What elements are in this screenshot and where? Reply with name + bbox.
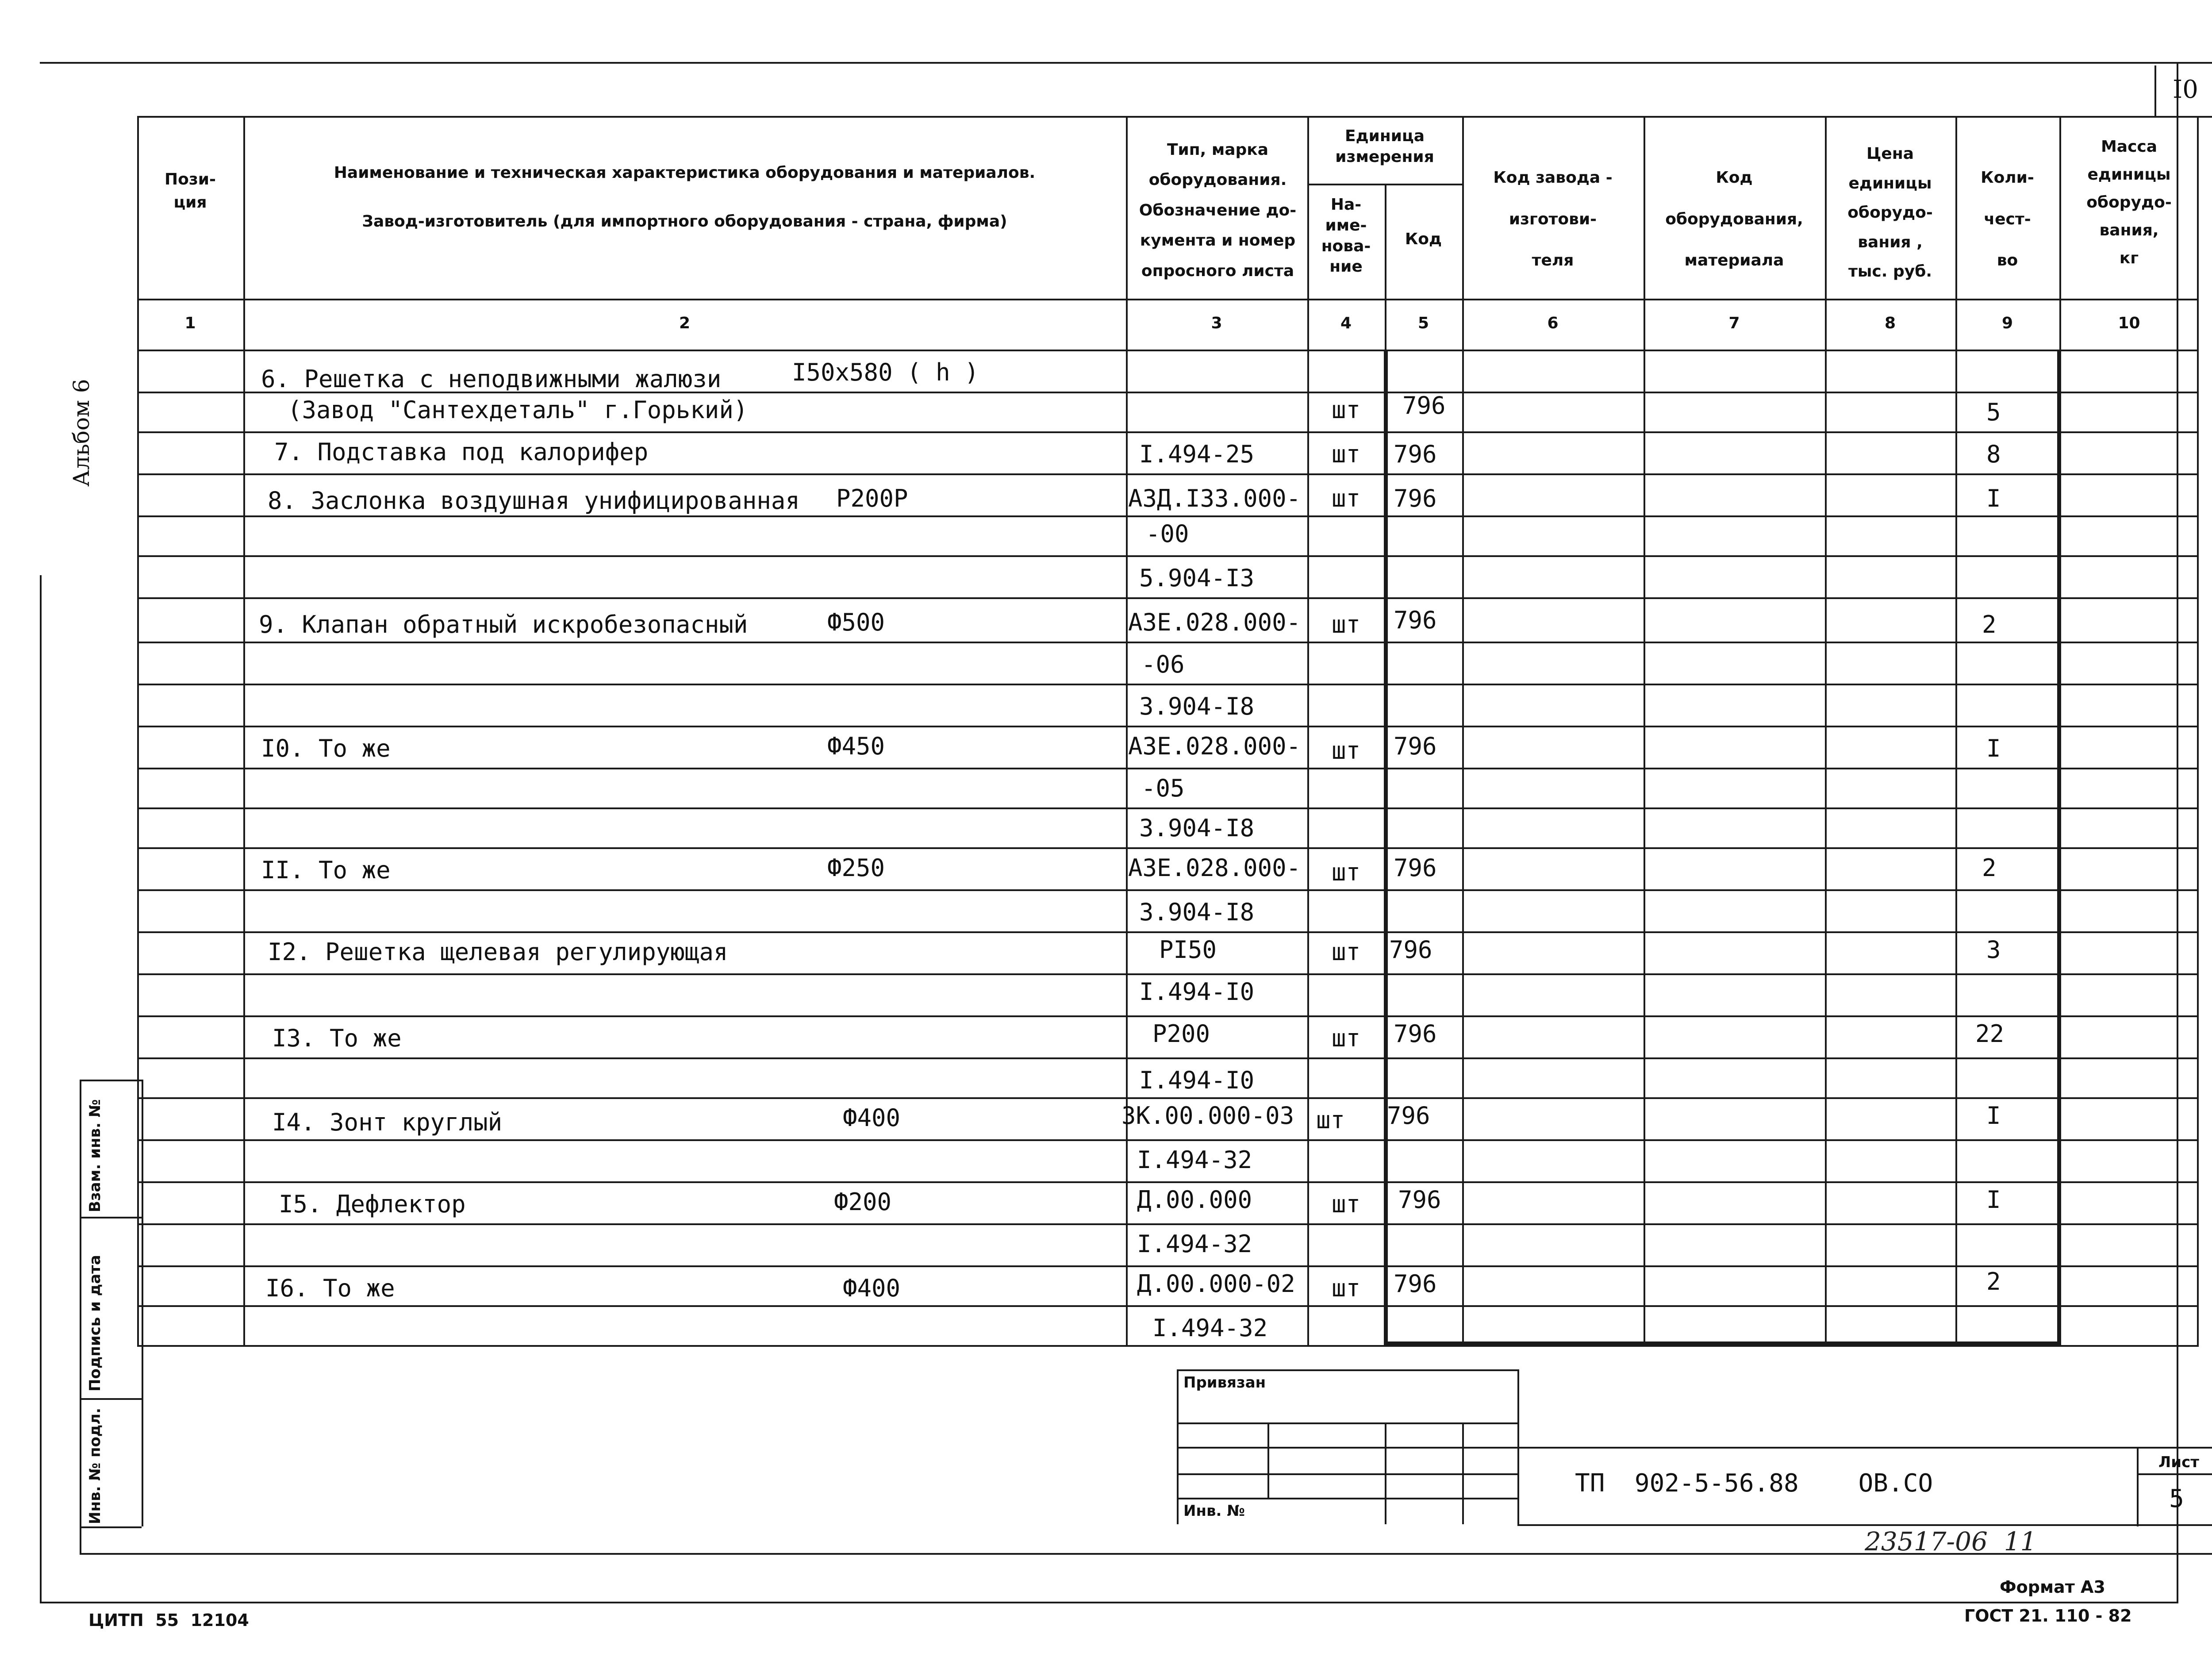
row-unit: шт <box>1332 1024 1361 1052</box>
row-param: Ф400 <box>843 1274 901 1302</box>
row-qty: 3 <box>1986 936 2001 964</box>
row-code: 796 <box>1394 732 1437 760</box>
list-number: 5 <box>2169 1484 2184 1513</box>
col-number: 6 <box>1547 314 1559 332</box>
header-name-line2: Завод-изготовитель (для импортного оборудования - страна, фирма) <box>362 212 1007 231</box>
row-qty: 2 <box>1982 611 1997 638</box>
row-name: 9. Клапан обратный искробезопасный <box>259 611 748 638</box>
row-qty: 5 <box>1986 398 2001 426</box>
col-number: 5 <box>1417 314 1429 332</box>
row-param: I50x580 ( h ) <box>792 358 979 386</box>
row-unit: шт <box>1332 1274 1361 1302</box>
row-name: 6. Решетка с неподвижными жалюзи <box>261 365 722 393</box>
row-param: Ф200 <box>834 1188 892 1216</box>
row-code: 796 <box>1394 854 1437 882</box>
row-param: Ф500 <box>827 608 885 636</box>
row-name: I0. То же <box>261 734 391 762</box>
row-unit: шт <box>1332 396 1361 424</box>
row-type: I.494-32 <box>1152 1314 1268 1342</box>
col-number: 9 <box>2001 314 2013 332</box>
row-type: ЗК.00.000-03 <box>1121 1102 1294 1130</box>
row-unit: шт <box>1332 611 1361 638</box>
row-unit: шт <box>1332 858 1361 886</box>
row-unit: шт <box>1332 440 1361 468</box>
album-label: Альбом 6 <box>69 379 94 487</box>
side-label-inv-podl: Инв. № подл. <box>86 1407 104 1524</box>
sheet-corner-number: I0 <box>2173 75 2198 104</box>
row-name: 7. Подставка под калорифер <box>274 438 649 466</box>
row-qty: 22 <box>1975 1020 2005 1048</box>
list-label: Лист <box>2158 1453 2199 1471</box>
footer-gost: ГОСТ 21. 110 - 82 <box>1964 1606 2132 1626</box>
row-qty: I <box>1986 1102 2001 1130</box>
row-type: I.494-25 <box>1139 440 1255 468</box>
row-type: I.494-I0 <box>1139 978 1255 1006</box>
row-param: Ф450 <box>827 732 885 760</box>
stamp-inv-no: Инв. № <box>1183 1502 1245 1520</box>
row-type: Д.00.000 <box>1137 1186 1252 1214</box>
col-number: 4 <box>1340 314 1352 332</box>
row-unit: шт <box>1332 938 1361 966</box>
row-unit: шт <box>1332 484 1361 512</box>
row-code: 796 <box>1394 484 1437 512</box>
header-maker-code: Код завода - изготови- теля <box>1493 169 1613 270</box>
row-type: АЗЕ.028.000- <box>1128 608 1301 636</box>
row-param: Ф400 <box>843 1104 901 1132</box>
row-param: Р200Р <box>836 484 908 512</box>
col-number: 1 <box>184 314 196 332</box>
row-code: 796 <box>1394 1270 1437 1298</box>
footer-left-code: ЦИТП 55 12104 <box>88 1611 249 1630</box>
header-price: Цена единицы оборудо- вания , тыс. руб. <box>1847 145 1933 281</box>
row-code: 796 <box>1394 606 1437 634</box>
header-unit-code: Код <box>1405 230 1442 248</box>
row-name: I5. Дефлектор <box>279 1190 466 1218</box>
row-qty: 2 <box>1986 1268 2001 1295</box>
row-type: -00 <box>1146 520 1189 548</box>
header-mass: Масса единицы оборудо- вания, кг <box>2086 138 2172 267</box>
row-code: 796 <box>1387 1102 1430 1130</box>
header-quantity: Коли- чест- во <box>1981 169 2034 270</box>
col-number: 7 <box>1728 314 1740 332</box>
handwritten-number: 23517-06 11 <box>1865 1526 2037 1557</box>
row-type: -05 <box>1141 774 1185 802</box>
row-param: Ф250 <box>827 854 885 882</box>
row-type: 3.904-I8 <box>1139 898 1255 926</box>
row-qty: I <box>1986 1186 2001 1214</box>
side-label-podpis: Подпись и дата <box>86 1255 104 1391</box>
row-qty: 8 <box>1986 440 2001 468</box>
row-type: АЗД.I33.000- <box>1128 484 1301 512</box>
header-equipment-code: Код оборудования, материала <box>1665 169 1803 270</box>
row-name: I6. То же <box>265 1274 395 1302</box>
row-name: 8. Заслонка воздушная унифицированная <box>268 487 800 515</box>
row-unit: шт <box>1332 737 1361 765</box>
row-type: -06 <box>1141 650 1185 678</box>
row-type: 3.904-I8 <box>1139 692 1255 720</box>
col-number: 2 <box>679 314 691 332</box>
header-name-line1: Наименование и техническая характеристика оборудования и материалов. <box>334 164 1036 182</box>
row-qty: I <box>1986 484 2001 512</box>
row-name: I3. То же <box>272 1024 402 1052</box>
row-qty: 2 <box>1982 854 1997 882</box>
col-number: 3 <box>1211 314 1222 332</box>
row-code: 796 <box>1389 936 1432 964</box>
row-name: I2. Решетка щелевая регулирующая <box>268 938 728 966</box>
row-type: АЗЕ.028.000- <box>1128 854 1301 882</box>
row-type: Р200 <box>1152 1020 1210 1048</box>
row-type: Д.00.000-02 <box>1137 1270 1295 1298</box>
row-name: II. То же <box>261 856 391 884</box>
row-type: I.494-I0 <box>1139 1066 1255 1094</box>
row-type: I.494-32 <box>1137 1230 1252 1258</box>
row-code: 796 <box>1398 1186 1441 1214</box>
header-unit-name: На- име- нова- ние <box>1321 196 1371 276</box>
header-unit-group: Единица измерения <box>1335 127 1434 166</box>
row-unit: шт <box>1316 1106 1345 1134</box>
col-number: 8 <box>1884 314 1896 332</box>
row-code: 796 <box>1402 392 1446 419</box>
row-type: РI50 <box>1159 936 1217 964</box>
row-name: (Завод "Сантехдеталь" г.Горький) <box>288 396 748 424</box>
stamp-privyazan: Привязан <box>1183 1374 1266 1391</box>
col-number: 10 <box>2118 314 2140 332</box>
row-code: 796 <box>1394 1020 1437 1048</box>
row-type: 3.904-I8 <box>1139 814 1255 842</box>
row-type: АЗЕ.028.000- <box>1128 732 1301 760</box>
row-type: I.494-32 <box>1137 1146 1252 1174</box>
row-name: I4. Зонт круглый <box>272 1108 503 1136</box>
row-qty: I <box>1986 734 2001 762</box>
header-position: Пози- ция <box>165 170 216 212</box>
row-unit: шт <box>1332 1190 1361 1218</box>
row-type: 5.904-I3 <box>1139 564 1255 592</box>
row-code: 796 <box>1394 440 1437 468</box>
footer-format: Формат А3 <box>2000 1577 2105 1597</box>
side-label-vzam: Взам. инв. № <box>86 1099 104 1212</box>
document-code: ТП 902-5-56.88 ОВ.СО <box>1575 1469 1933 1498</box>
header-type: Тип, марка оборудования. Обозначение до- кумента и номер опросного листа <box>1139 141 1297 280</box>
